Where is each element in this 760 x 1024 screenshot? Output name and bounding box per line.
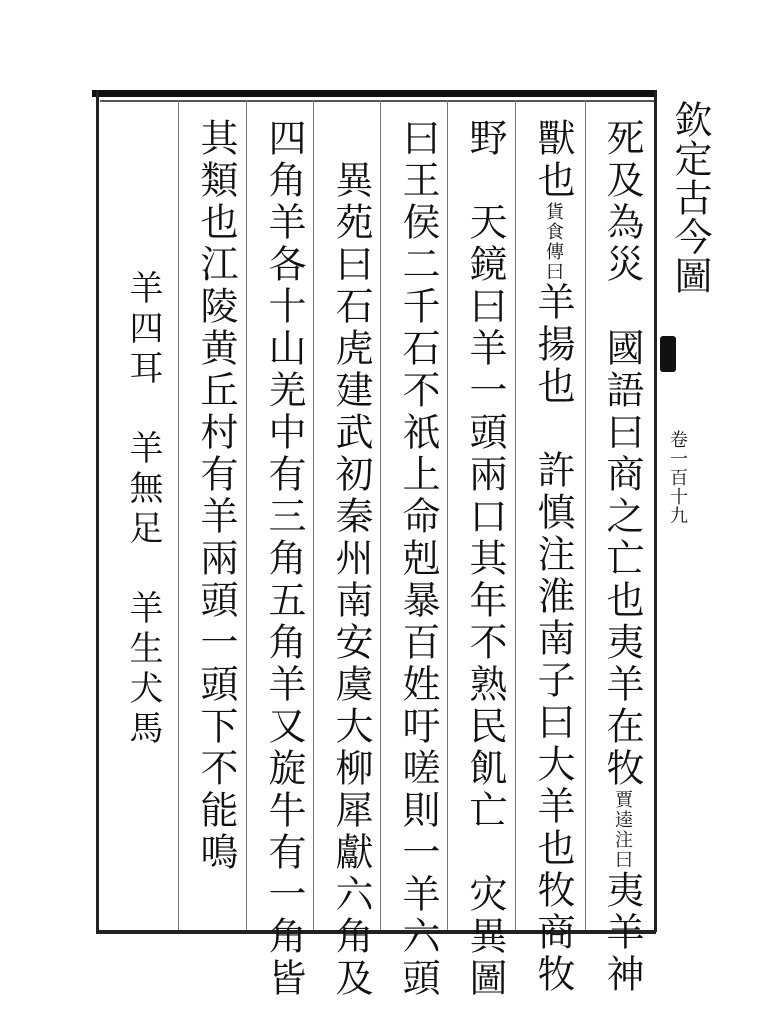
inline-note: 賈逵注曰	[612, 790, 633, 870]
column-text: 曰王侯二千石不祇上命剋暴百姓吁嗟則一羊六頭	[396, 118, 440, 1000]
text-column-1	[597, 118, 647, 996]
text-column-4	[393, 118, 443, 1000]
column-text: 異苑曰石虎建武初秦州南安虞大柳犀獻六角及	[329, 160, 373, 1000]
inline-note: 貨食傳曰	[543, 202, 564, 282]
text-column-7	[191, 118, 241, 918]
column-text: 羊揚也 許慎注淮南子曰大羊也牧商牧	[531, 282, 575, 996]
column-rule	[178, 100, 179, 930]
margin-book-title: 欽定古今圖	[668, 100, 712, 295]
top-inner-border	[100, 100, 656, 102]
column-text: 其類也江陵黄丘村有羊兩頭一頭下不能鳴	[194, 118, 238, 874]
text-column-3	[460, 118, 510, 1000]
column-text: 國語曰商之亡也夷羊在牧	[600, 286, 644, 790]
right-border	[654, 90, 657, 932]
top-border	[92, 90, 656, 97]
column-rule	[515, 100, 516, 930]
column-rule	[380, 100, 381, 930]
left-border	[96, 90, 99, 932]
text-column-5	[326, 160, 376, 1000]
column-text: 野 天鏡曰羊一頭兩口其年不熟民飢亡 灾異圖	[463, 118, 507, 1000]
column-rule	[447, 100, 448, 930]
column-text: 死及為災	[600, 118, 644, 286]
column-text: 獸也	[531, 118, 575, 202]
column-rule	[246, 100, 247, 930]
column-text: 羊四耳 羊無足 羊生犬馬	[123, 270, 163, 750]
column-rule	[585, 100, 586, 930]
column-rule	[313, 100, 314, 930]
column-text: 夷羊神	[600, 870, 644, 996]
text-column-8	[118, 270, 168, 790]
text-column-2	[528, 118, 578, 996]
text-column-6	[259, 118, 309, 1000]
margin-volume-label: 卷一百十九	[667, 430, 688, 525]
column-text: 四角羊各十山羌中有三角五角羊又旋牛有一角皆	[262, 118, 306, 1000]
fishtail-mark-icon	[660, 336, 676, 372]
